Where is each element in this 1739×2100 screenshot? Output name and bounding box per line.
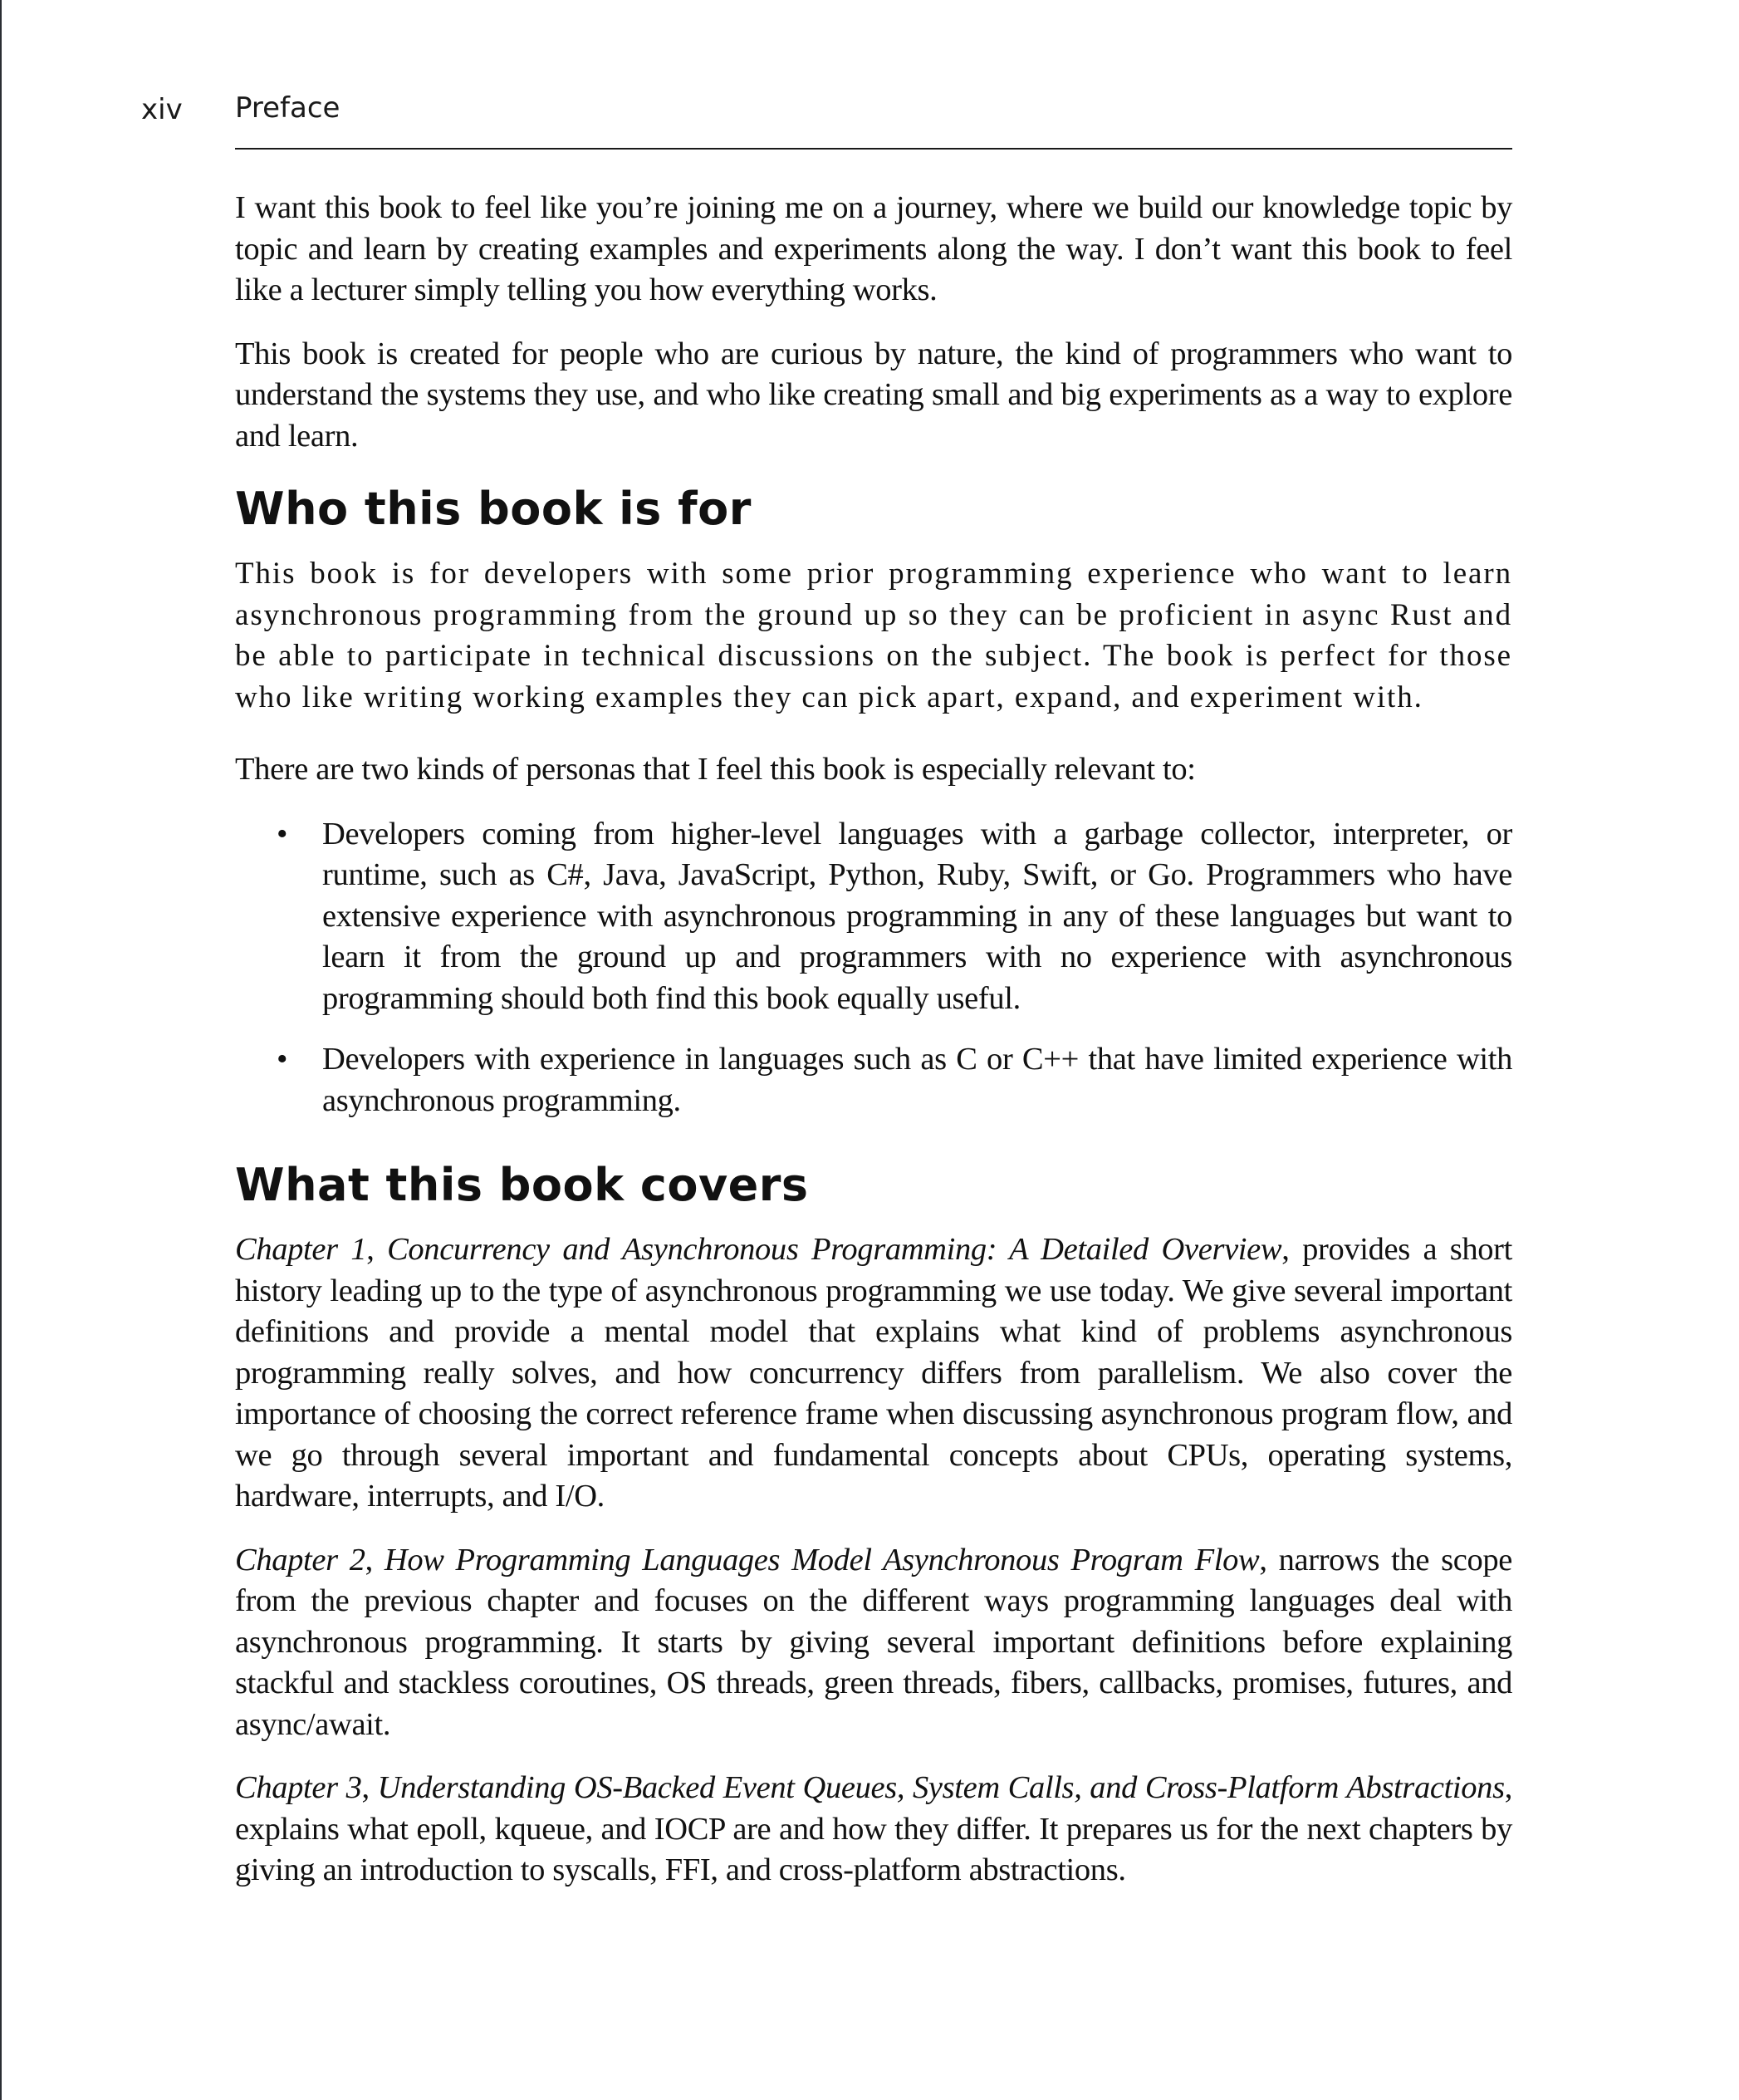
- chapter-title: How Programming Languages Model Asynchronous Program Flow: [384, 1542, 1260, 1577]
- chapter-label: Chapter 3: [235, 1770, 362, 1805]
- bullet-icon: •: [277, 1042, 288, 1077]
- list-item: [235, 1039, 1512, 1121]
- chapter-title: Concurrency and Asynchronous Programming: A Detailed Overview: [387, 1232, 1282, 1267]
- who-section-heading: Who this book is for: [235, 483, 752, 535]
- chapter-summary-3: Chapter 3, Understanding OS-Backed Event Queues, System Calls, and Cross-Platform Abstractions, explains what epoll, kqueue, and IOCP are and how they differ. It prepares us for the next chapters by giving an introduction to syscalls, FFI, and cross-platform abstractions.: [235, 1770, 1512, 1887]
- chapter-label: Chapter 1: [235, 1232, 367, 1267]
- who-section-paragraph: This book is for developers with some prior programming experience who want to learn asynchronous programming from the ground up so they can be proficient in async Rust and be able to participate in technical discussions on the subject. The book is perfect for those who like writing working examples they can pick apart, expand, and experiment with.: [235, 557, 1512, 714]
- bullet-icon: •: [277, 816, 288, 851]
- chapter-description: , provides a short history leading up to the type of asynchronous programming we use today. We give several important definitions and provide a mental model that explains what kind of problems asynchronous programming really solves, and how concurrency differs from parallelism. We also cover the importance of choosing the correct reference frame when discussing asynchronous program flow, and we go through several important and fundamental concepts about CPUs, operating systems, hardware, interrupts, and I/O.: [235, 1232, 1512, 1514]
- running-head-section: Preface: [235, 91, 340, 125]
- chapter-label: Chapter 2: [235, 1542, 365, 1577]
- list-item-text: Developers with experience in languages such as C or C++ that have limited experience with asynchronous programming.: [322, 1042, 1512, 1118]
- header-rule: [235, 148, 1512, 150]
- personas-intro: There are two kinds of personas that I feel this book is especially relevant to:: [235, 752, 1196, 787]
- page-number: xiv: [141, 93, 183, 126]
- list-item: [235, 814, 1512, 1020]
- intro-paragraph-1: I want this book to feel like you’re joining me on a journey, where we build our knowledge topic by topic and learn by creating examples and experiments along the way. I don’t want this book to feel like a lecturer simply telling you how everything works.: [235, 190, 1512, 307]
- chapter-summary-1: Chapter 1, Concurrency and Asynchronous Programming: A Detailed Overview, provides a short history leading up to the type of asynchronous programming we use today. We give several important definitions and provide a mental model that explains what kind of problems asynchronous programming really solves, and how concurrency differs from parallelism. We also cover the importance of choosing the correct reference frame when discussing asynchronous program flow, and we go through several important and fundamental concepts about CPUs, operating systems, hardware, interrupts, and I/O.: [235, 1232, 1512, 1514]
- running-head: [141, 90, 1511, 150]
- chapter-summary-2: Chapter 2, How Programming Languages Model Asynchronous Program Flow, narrows the scope from the previous chapter and focuses on the different ways programming languages deal with asynchronous programming. It starts by giving several important definitions before explaining stackful and stackless coroutines, OS threads, green threads, fibers, callbacks, promises, futures, and async/await.: [235, 1542, 1513, 1742]
- chapter-description: , narrows the scope from the previous chapter and focuses on the different ways programming languages deal with asynchronous programming. It starts by giving several important definitions before explaining stackful and stackless coroutines, OS threads, green threads, fibers, callbacks, promises, futures, and async/await.: [235, 1542, 1513, 1742]
- list-item-text: Developers coming from higher-level languages with a garbage collector, interpreter, or runtime, such as C#, Java, JavaScript, Python, Ruby, Swift, or Go. Programmers who have extensive experience with asynchronous programming in any of these languages but want to learn it from the ground up and programmers with no experience with asynchronous programming should both find this book equally useful.: [322, 816, 1512, 1016]
- personas-list: [235, 814, 1512, 1122]
- chapter-title: Understanding OS-Backed Event Queues, System Calls, and Cross-Platform Abstractions: [377, 1770, 1505, 1805]
- intro-paragraph-2: This book is created for people who are curious by nature, the kind of programmers who want to understand the systems they use, and who like creating small and big experiments as a way to explore and learn.: [235, 336, 1512, 454]
- covers-section-heading: What this book covers: [235, 1159, 809, 1211]
- chapter-description: , explains what epoll, kqueue, and IOCP are and how they differ. It prepares us for the next chapters by giving an introduction to syscalls, FFI, and cross-platform abstractions.: [235, 1770, 1512, 1887]
- page-body: [235, 188, 1512, 1914]
